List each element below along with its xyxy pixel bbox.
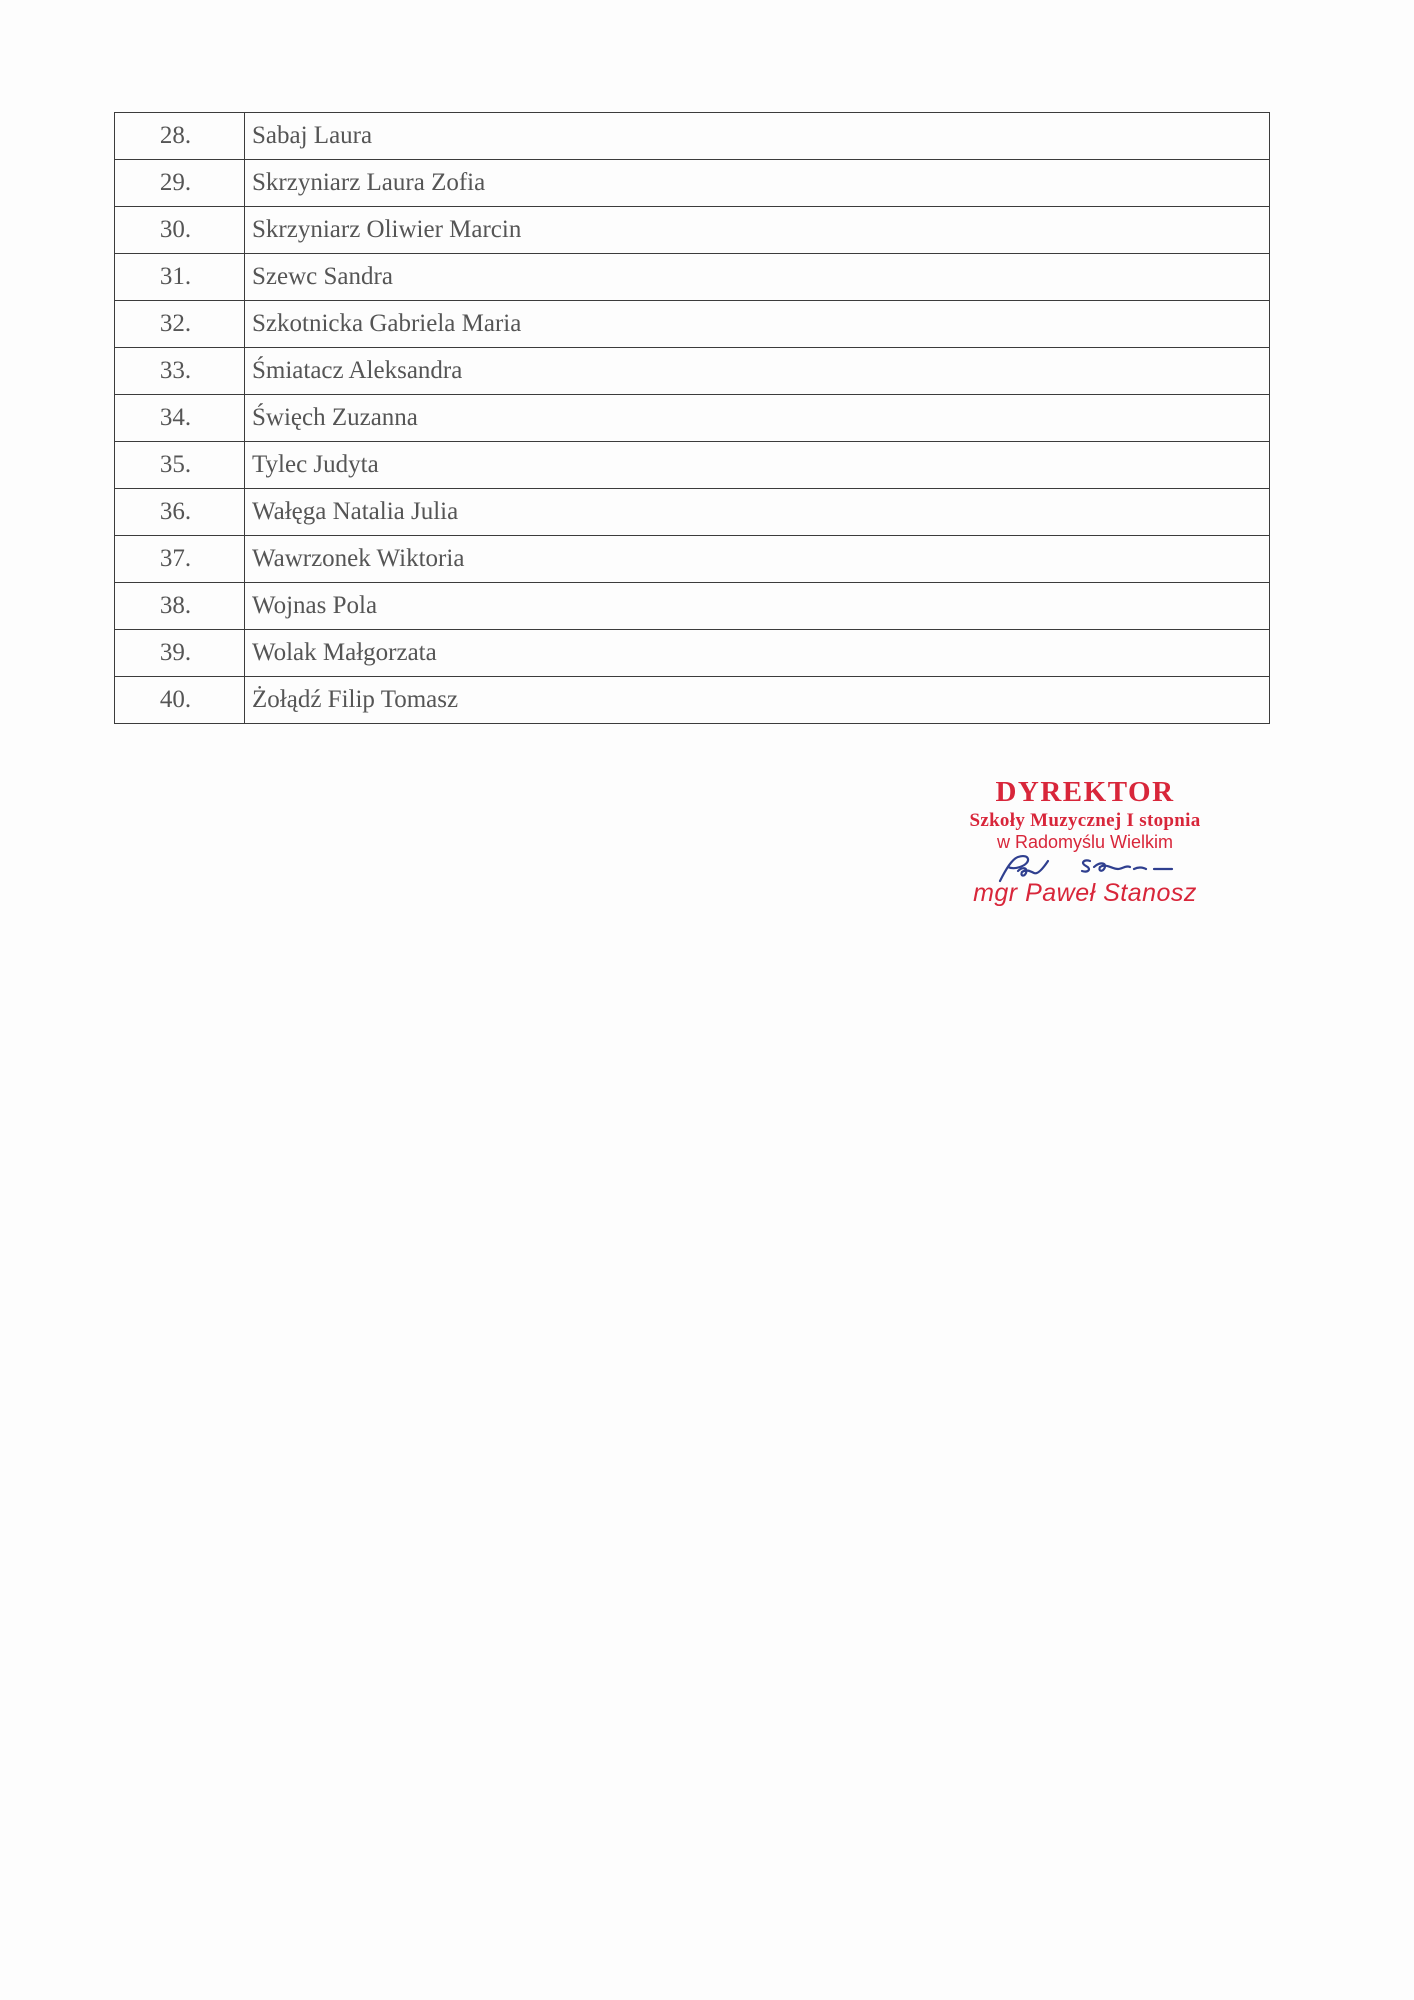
row-number: 33. xyxy=(115,348,245,395)
table-row xyxy=(115,113,1270,160)
student-name: Szewc Sandra xyxy=(245,254,1270,301)
student-name: Wawrzonek Wiktoria xyxy=(245,536,1270,583)
table-row xyxy=(115,160,1270,207)
row-number: 37. xyxy=(115,536,245,583)
table-row xyxy=(115,207,1270,254)
table-row xyxy=(115,630,1270,677)
row-number: 32. xyxy=(115,301,245,348)
table-row xyxy=(115,536,1270,583)
table-row xyxy=(115,395,1270,442)
row-number: 34. xyxy=(115,395,245,442)
student-name: Szkotnicka Gabriela Maria xyxy=(245,301,1270,348)
student-name: Wolak Małgorzata xyxy=(245,630,1270,677)
student-list-table xyxy=(114,112,1270,724)
stamp-school-name: Szkoły Muzycznej I stopnia xyxy=(969,810,1201,831)
stamp-director-name: mgr Paweł Stanosz xyxy=(973,879,1197,907)
student-name: Wojnas Pola xyxy=(245,583,1270,630)
student-name: Śmiatacz Aleksandra xyxy=(245,348,1270,395)
row-number: 40. xyxy=(115,677,245,724)
table-row xyxy=(115,583,1270,630)
row-number: 28. xyxy=(115,113,245,160)
student-name: Sabaj Laura xyxy=(245,113,1270,160)
student-name: Skrzyniarz Oliwier Marcin xyxy=(245,207,1270,254)
signature-stroke xyxy=(1082,860,1090,871)
signature-stroke xyxy=(1134,868,1146,870)
row-number: 36. xyxy=(115,489,245,536)
table-row xyxy=(115,489,1270,536)
student-name: Tylec Judyta xyxy=(245,442,1270,489)
director-stamp xyxy=(920,778,1250,906)
row-number: 29. xyxy=(115,160,245,207)
table-row xyxy=(115,677,1270,724)
student-name: Żołądź Filip Tomasz xyxy=(245,677,1270,724)
table-row xyxy=(115,442,1270,489)
row-number: 39. xyxy=(115,630,245,677)
student-name: Święch Zuzanna xyxy=(245,395,1270,442)
stamp-title: DYREKTOR xyxy=(995,776,1175,808)
row-number: 35. xyxy=(115,442,245,489)
row-number: 30. xyxy=(115,207,245,254)
student-name: Skrzyniarz Laura Zofia xyxy=(245,160,1270,207)
table-row xyxy=(115,301,1270,348)
table-row xyxy=(115,254,1270,301)
signature-stroke xyxy=(1094,863,1130,870)
row-number: 38. xyxy=(115,583,245,630)
row-number: 31. xyxy=(115,254,245,301)
student-name: Wałęga Natalia Julia xyxy=(245,489,1270,536)
student-list-body xyxy=(115,113,1270,724)
stamp-location: w Radomyślu Wielkim xyxy=(996,832,1174,852)
table-row xyxy=(115,348,1270,395)
signature-stroke xyxy=(1018,861,1048,876)
